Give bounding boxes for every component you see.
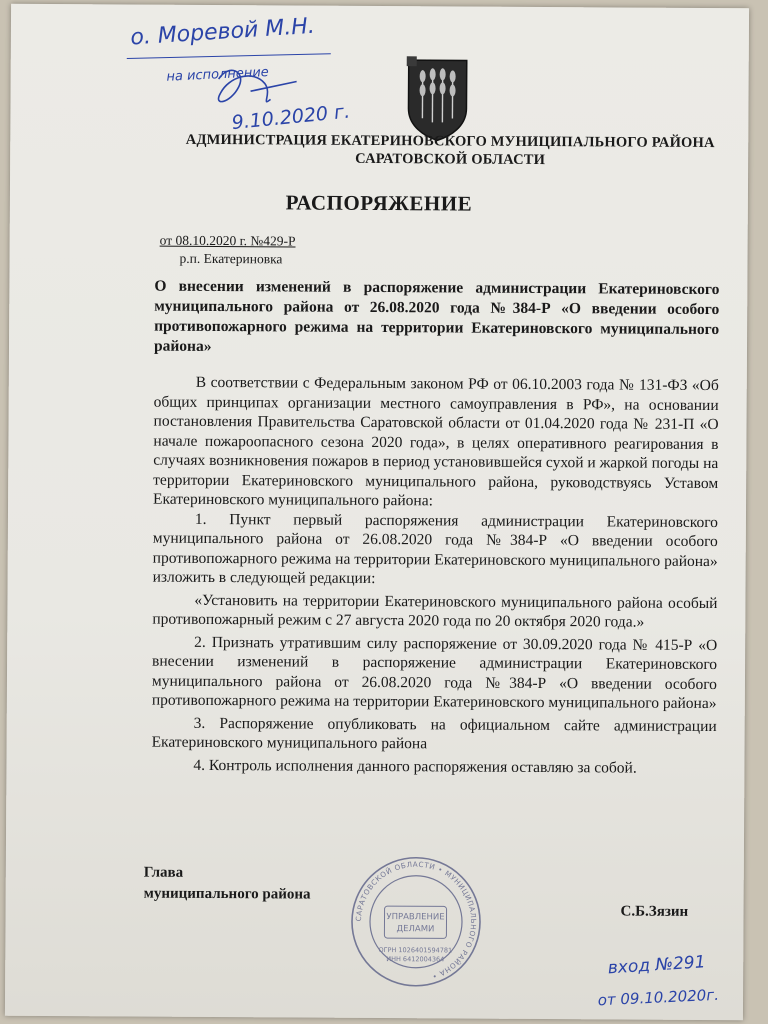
handwritten-name: о. Моревой М.Н.: [129, 13, 316, 51]
handwritten-incoming-number: вход №291: [607, 952, 707, 979]
handwritten-underline: [127, 52, 331, 59]
document-subject: О внесении изменений в распоряжение администрации Екатериновского муниципального района от 26.08.2020 года №384-Р «О введении особого противопожарного режима на территории Екатериновского муниципального района»: [153, 277, 720, 355]
organization-name-line1: АДМИНИСТРАЦИЯ ЕКАТЕРИНОВСКОГО МУНИЦИПАЛЬНОГО РАЙОНА: [185, 131, 715, 152]
item-2-paragraph: 2. Признать утратившим силу распоряжение от 30.09.2020 года № 415-Р «О внесении изменений в распоряжение администрации Екатериновского муниципального района от 26.08.2020 года №384-Р «О введении особого противопожарного режима на территории Екатериновского муниципального района»: [151, 633, 718, 713]
signatory-title-line1: Глава: [143, 864, 184, 881]
document-body: [151, 373, 718, 778]
stamp-inn: ИНН 6412004364: [386, 955, 445, 964]
handwritten-incoming-date: от 09.10.2020г.: [597, 985, 720, 1010]
handwritten-date: 9.10.2020 г.: [230, 100, 352, 135]
official-stamp: [348, 854, 484, 990]
document-page: [5, 4, 749, 1020]
item-1-paragraph: 1. Пункт первый распоряжения администрации Екатериновского муниципального района от 26.08.2020 года №384-Р «О введении особого противопожарного режима на территории Екатериновского муниципального района» изложить в следующей редакции:: [152, 510, 718, 587]
document-title: РАСПОРЯЖЕНИЕ: [285, 190, 473, 216]
organization-name-line2: САРАТОВСКОЙ ОБЛАСТИ: [355, 150, 546, 169]
signatory-title: [144, 863, 311, 906]
stamp-center-line1: УПРАВЛЕНИЕ: [386, 912, 445, 923]
signatory-title-line2: муниципального района: [143, 885, 311, 903]
handwritten-note: на исполнение: [166, 64, 270, 85]
item-4-paragraph: 4. Контроль исполнения данного распоряжения оставляю за собой.: [193, 756, 637, 777]
quoted-text-paragraph: «Установить на территории Екатериновского муниципального района особый противопожарный режим с 27 августа 2020 года по 20 октября 2020 года.»: [152, 591, 718, 631]
coat-of-arms-emblem: [398, 56, 477, 142]
signatory-name: С.Б.Зязин: [620, 903, 689, 920]
document-place: р.п. Екатериновка: [179, 250, 283, 267]
stamp-ogrn: ОГРН 1026401594781: [378, 946, 453, 955]
item-3-paragraph: 3. Распоряжение опубликовать на официальном сайте администрации Екатериновского муниципального района: [151, 714, 717, 753]
preamble-paragraph: В соответствии с Федеральным законом РФ от 06.10.2003 года № 131-ФЗ «Об общих принципах организации местного самоуправления в РФ», на основании постановления Правительства Саратовской области от 01.04.2020 года № 231-П «О начале пожароопасного сезона 2020 года», в целях оперативного реагирования в случаях возникновения пожаров в период установившейся сухой и жаркой погоды на территории Екатериновского муниципального района, руководствуясь Уставом Екатериновского муниципального района:: [153, 373, 719, 510]
document-date-number: от 08.10.2020 г. №429-Р: [159, 232, 296, 249]
stamp-center-line2: ДЕЛАМИ: [396, 924, 435, 935]
stamp-ring-text: САРАТОВСКОЙ ОБЛАСТИ • МУНИЦИПАЛЬНОГО РАЙОНА •: [353, 859, 479, 982]
handwritten-resolution: [100, 10, 391, 142]
handwritten-incoming-registration: [590, 947, 740, 1018]
